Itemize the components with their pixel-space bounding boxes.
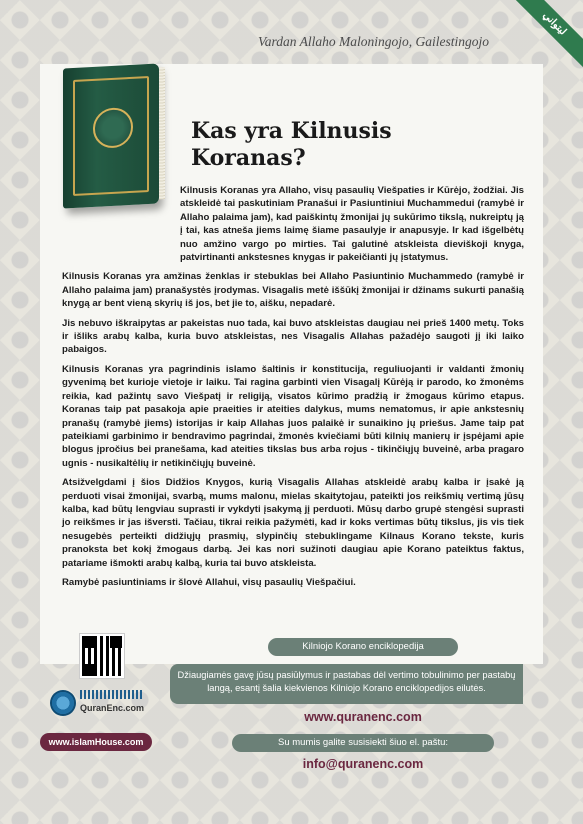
quranenc-logo[interactable] [50,688,148,720]
arabic-logo-text-icon [80,690,144,699]
logo-text: QuranEnc.com [80,703,145,713]
feedback-note: Džiaugiamės gavę jūsų pasiūlymus ir pastabas dėl vertimo tobulinimo per pastabų langą, esantį šalia kiekvienos Kilniojo Korano enciklopedijos eilutės. [170,664,523,704]
qr-code[interactable] [80,634,124,678]
page-title: Kas yra Kilnusis Koranas? [191,118,392,171]
islamhouse-link[interactable]: www.islamHouse.com [40,733,152,751]
book-pages [159,67,165,199]
paragraph-6: Ramybė pasiuntiniams ir šlovė Allahui, visų pasaulių Viešpačiui. [62,576,356,588]
article-body [62,184,524,595]
paragraph-5: Atsižvelgdami į šios Didžios Knygos, kurią Visagalis Allahas atskleidė arabų kalba ir įsakė ją perduoti visai žmonijai, svarbą, mums malonu, mielas skaitytojau, pateikti jos reikšmių vertimą jūsų kalba, kad būtų lengviau suprasti ir vykdyti įsakymą jį perduoti. Mūsų darbo grupė stengėsi suprasti jo reikšmes ir jas išversti. Tačiau, tikrai reikia pažymėti, kad ir koks vertimas būtų tikslus, jis vis tiek nesugebės perteikti didžiųjų prasmių, slypinčių stebuklingame Kilnaus Korano tekste, kuris pranoksta bet kokį žmogaus darbą. Jei kas nori sužinoti daugiau apie Korano pateiktus faktus, patariame išmokti arabų kalbą, kuria tai buvo atskleista. [62,477,524,569]
bismillah-motto: Vardan Allaho Maloningojo, Gailestingojo [258,34,490,49]
email-link[interactable]: info@quranenc.com [302,757,424,771]
paragraph-1: Kilnusis Koranas yra Allaho, visų pasaulių Viešpaties ir Kūrėjo, žodžiai. Jis atskleidė tai paskutiniam Pranašui ir Pasiuntiniui Muchammedui (ramybė ir Allaho palaima jam), kad paiškintų žmonijai jų sukūrimo tikslą, nukreiptų ją į tai, kas atneša jiems laimę šiame pasaulyje ir anapusyje. Ir kad išgelbėtų nuo amžino vargo po mirties. Tai galutinė atskleista dieviškoji knyga, patvirtinanti ankstesnes knygas ir pakeičianti jų įstatymus. [180,185,524,264]
paragraph-2: Kilnusis Koranas yra amžinas ženklas ir stebuklas bei Allaho Pasiuntinio Muchammedo (ramybė ir Allaho palaima jam) pranašystės įrodymas. Visagalis metė iššūkį žmonijai ir džinams sukurti panašią knygą ar bent vieną skyrių iš jos, bet jie to, aišku, nepadarė. [62,271,524,310]
globe-icon [50,690,76,716]
language-ribbon [513,0,583,70]
paragraph-4: Kilnusis Koranas yra pagrindinis islamo šaltinis ir konstitucija, reguliuojanti ir valdanti žmonių gyvenimą bet kurioje vietoje ir laiku. Tai ragina garbinti vien Visagalį Kūrėją ir parodo, ko žmonėms reikia, kad pažintų savo Viešpatį ir religiją, visatos kūrimo pradžią ir žmogaus kūrimo etapus. Koranas taip pat pasakoja apie praeities ir ateities dalykus, mums nematomus, ir apie ankstesnių pranašų (ramybė jiems) istorijas ir kaip Allahas juos palaikė ir sunaikino jų priešus. Jame taip pat pateikiami garbinimo ir bendravimo pagrindai, žmonės kviečiami būti kilnių manierų ir įspėjami apie blogus įpročius bei pranešama, kad ateities tikslas bus arba rojus - tikinčiųjų buveinė, arba pragaro ugnis - nusikaltėlių ir netikinčiųjų buveinė. [62,363,524,469]
website-link[interactable]: www.quranenc.com [304,710,422,724]
ribbon-label: ليتواني [513,0,583,70]
paragraph-3: Jis nebuvo iškraipytas ar pakeistas nuo tada, kai buvo atskleistas daugiau nei prieš 1400 metų. Toks ir išliks arabų kalba, kuria buvo atskleistas, nes Visagalis Allahas pažadėjo saugoti jį iki laiko pabaigos. [62,317,524,356]
encyclopedia-label: Kilniojo Korano enciklopedija [268,638,458,656]
contact-label: Su mumis galite susisiekti šiuo el. paštu: [232,734,494,752]
